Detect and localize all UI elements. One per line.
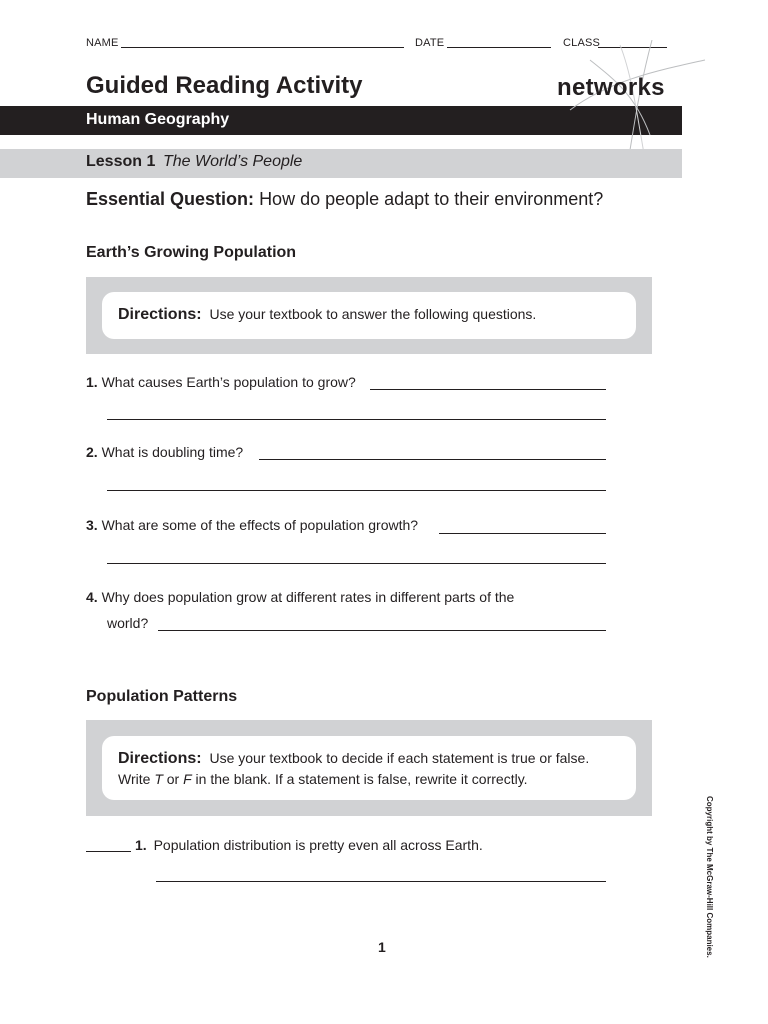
directions-panel-2 [102, 736, 636, 800]
directions-text: Use your textbook to answer the following questions. [209, 306, 537, 322]
rewrite-line-1[interactable] [156, 881, 606, 882]
statement-text: Population distribution is pretty even all across Earth. [153, 837, 483, 853]
essential-question [86, 188, 646, 210]
directions-label: Directions: [118, 750, 202, 767]
statement-number: 1. [135, 837, 147, 853]
directions-or: or [162, 771, 184, 787]
statement-1 [135, 837, 483, 853]
page-title: Guided Reading Activity [86, 72, 363, 99]
question-2 [86, 444, 243, 460]
question-3 [86, 517, 418, 533]
directions-line-2-start: Write [118, 771, 155, 787]
date-field[interactable] [447, 47, 551, 48]
lesson-label: Lesson 1 [86, 153, 156, 170]
answer-line-2a[interactable] [259, 459, 606, 460]
answer-line-1b[interactable] [107, 419, 606, 420]
section-heading-population-patterns: Population Patterns [86, 688, 238, 705]
name-label: NAME [86, 37, 119, 49]
directions-label: Directions: [118, 306, 202, 323]
question-4-continued: world? [107, 615, 149, 631]
copyright-notice: Copyright by The McGraw-Hill Companies. [705, 796, 714, 958]
class-label: CLASS [563, 37, 601, 49]
question-number: 3. [86, 517, 98, 533]
question-text: What are some of the effects of population growth? [101, 517, 419, 533]
answer-line-3a[interactable] [439, 533, 606, 534]
true-letter: T [154, 771, 163, 787]
essential-question-label: Essential Question: [86, 189, 255, 209]
question-text: What causes Earth’s population to grow? [101, 374, 356, 390]
question-1 [86, 374, 356, 390]
directions-line-2 [118, 769, 622, 789]
question-number: 2. [86, 444, 98, 460]
question-text: What is doubling time? [101, 444, 244, 460]
answer-line-2b[interactable] [107, 490, 606, 491]
directions-line-1: Use your textbook to decide if each statement is true or false. [209, 750, 590, 766]
answer-line-4[interactable] [158, 630, 606, 631]
directions-2 [118, 748, 622, 789]
lesson-title: The World’s People [163, 153, 303, 170]
section-heading-growing-population: Earth’s Growing Population [86, 244, 297, 261]
directions-1 [118, 304, 622, 325]
page-number: 1 [378, 939, 386, 955]
directions-panel-1 [102, 292, 636, 339]
answer-line-3b[interactable] [107, 563, 606, 564]
directions-line-2-end: in the blank. If a statement is false, rewrite it correctly. [191, 771, 528, 787]
directions-box-2 [86, 720, 652, 816]
essential-question-text: How do people adapt to their environment? [259, 189, 604, 209]
directions-box-1 [86, 277, 652, 354]
subject-title: Human Geography [86, 111, 230, 128]
true-false-blank-1[interactable] [86, 851, 131, 852]
name-field[interactable] [121, 47, 404, 48]
networks-logo: networks [557, 74, 665, 101]
question-text: Why does population grow at different rates in different parts of the [101, 589, 515, 605]
date-label: DATE [415, 37, 445, 49]
false-letter: F [183, 771, 192, 787]
answer-line-1a[interactable] [370, 389, 606, 390]
class-field[interactable] [598, 47, 667, 48]
question-number: 1. [86, 374, 98, 390]
question-4 [86, 589, 514, 605]
question-number: 4. [86, 589, 98, 605]
